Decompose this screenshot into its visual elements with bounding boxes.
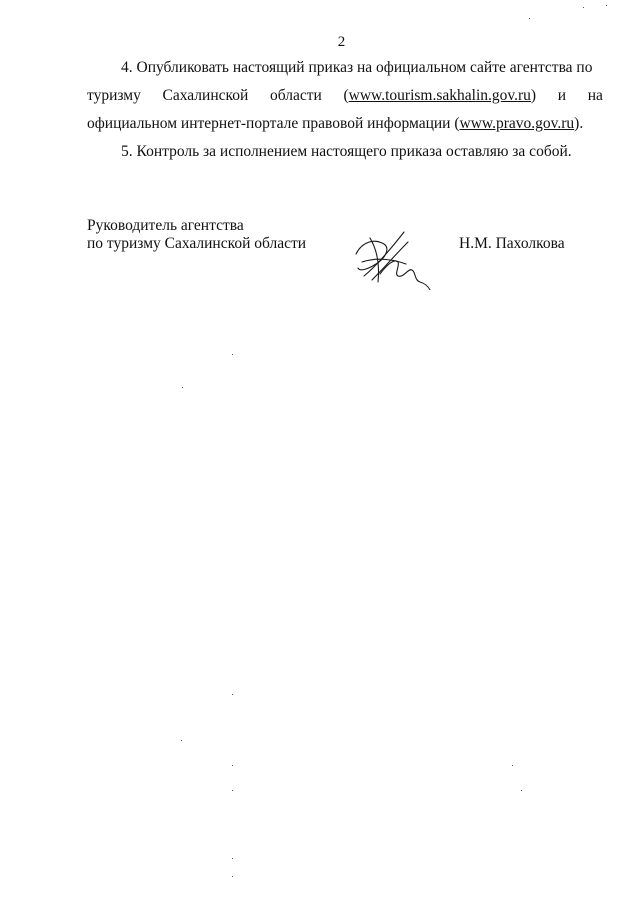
- paragraph-4-line-3: официальном интернет-портале правовой информации (www.pravo.gov.ru).: [87, 115, 584, 132]
- word-and: и: [557, 87, 567, 104]
- signatory-name: Н.М. Пахолкова: [459, 235, 565, 252]
- word-sakhalin: Сахалинской: [162, 87, 249, 104]
- scan-speck: [232, 354, 233, 355]
- tourism-site-link[interactable]: www.tourism.sakhalin.gov.ru: [348, 87, 531, 104]
- scan-speck: [181, 740, 182, 741]
- signature-block: [87, 217, 567, 253]
- tourism-site-link-group: (www.tourism.sakhalin.gov.ru): [343, 87, 537, 104]
- scan-speck: [232, 876, 233, 877]
- signatory-title-line-2: по туризму Сахалинской области: [87, 235, 307, 252]
- scan-speck: [182, 387, 183, 388]
- scan-speck: [232, 790, 233, 791]
- paragraph-5: 5. Контроль за исполнением настоящего приказа оставляю за собой.: [121, 143, 572, 160]
- scan-speck: [232, 765, 233, 766]
- word-tourism: туризму: [87, 87, 141, 104]
- paragraph-4-line-1: 4. Опубликовать настоящий приказ на официальном сайте агентства по: [121, 59, 593, 76]
- pravo-portal-link[interactable]: www.pravo.gov.ru: [459, 115, 575, 132]
- scan-speck: [606, 5, 607, 6]
- handwritten-signature-icon: [350, 228, 440, 290]
- scan-speck: [232, 858, 233, 859]
- scan-speck: [583, 7, 584, 8]
- word-on: на: [587, 87, 603, 104]
- scan-speck: [529, 18, 530, 19]
- page-number: 2: [337, 34, 346, 50]
- scan-speck: [232, 694, 233, 695]
- document-body: [87, 54, 603, 166]
- signatory-title-line-1: Руководитель агентства: [87, 217, 244, 234]
- paragraph-4-line-2: [87, 82, 603, 110]
- scan-speck: [521, 790, 522, 791]
- scan-speck: [512, 765, 513, 766]
- paragraph-4: [87, 54, 603, 138]
- word-region: области: [269, 87, 322, 104]
